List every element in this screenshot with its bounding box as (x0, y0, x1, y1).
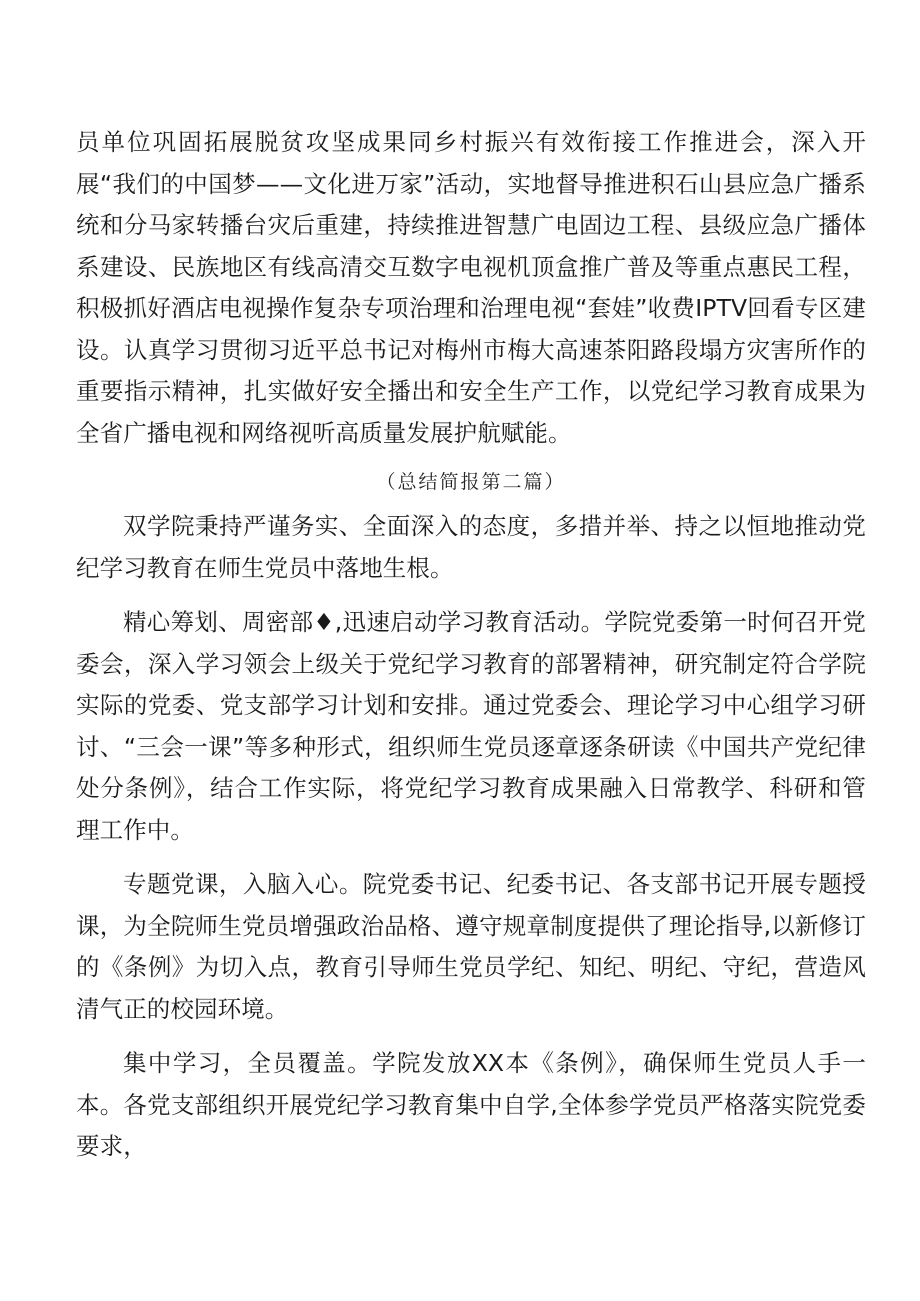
section-subtitle: （总结简报第二篇） (376, 471, 566, 493)
paragraph-study: 集中学习，全员覆盖。学院发放XX本《条例》，确保师生党员人手一本。各党支部组织开展党纪学习教育集中自学,全体参学党员严格落实院党委要求， (76, 1049, 866, 1160)
document-body (76, 122, 866, 1168)
paragraph-planning: 精心筹划、周密部♦,迅速启动学习教育活动。学院党委第一时何召开党委会，深入学习领会上级关于党纪学习教育的部署精神，研究制定符合学院实际的党委、党支部学习计划和安排。通过党委会、理论学习中心组学习研讨、“三会一课”等多种形式，组织师生党员逐章逐条研读《中国共产党纪律处分条例》，结合工作实际，将党纪学习教育成果融入日常教学、科研和管理工作中。 (76, 608, 866, 844)
paragraph-intro: 双学院秉持严谨务实、全面深入的态度，多措并举、持之以恒地推动党纪学习教育在师生党员中落地生根。 (76, 512, 866, 582)
paragraph-continued: 员单位巩固拓展脱贫攻坚成果同乡村振兴有效衔接工作推进会，深入开展“我们的中国梦——文化进万家”活动，实地督导推进积石山县应急广播系统和分马家转播台灾后重建，持续推进智慧广电固边工程、县级应急广播体系建设、民族地区有线高清交互数字电视机顶盒推广普及等重点惠民工程，积极抓好酒店电视操作复杂专项治理和治理电视“套娃”收费IPTV回看专区建设。认真学习贯彻习近平总书记对梅州市梅大高速茶阳路段塌方灾害所作的重要指示精神，扎实做好安全播出和安全生产工作，以党纪学习教育成果为全省广播电视和网络视听高质量发展护航赋能。 (76, 128, 866, 447)
paragraph-lectures: 专题党课，入脑入心。院党委书记、纪委书记、各支部书记开展专题授课，为全院师生党员增强政治品格、遵守规章制度提供了理论指导,以新修订的《条例》为切入点，教育引导师生党员学纪、知纪、明纪、守纪，营造风清气正的校园环境。 (76, 870, 866, 1023)
